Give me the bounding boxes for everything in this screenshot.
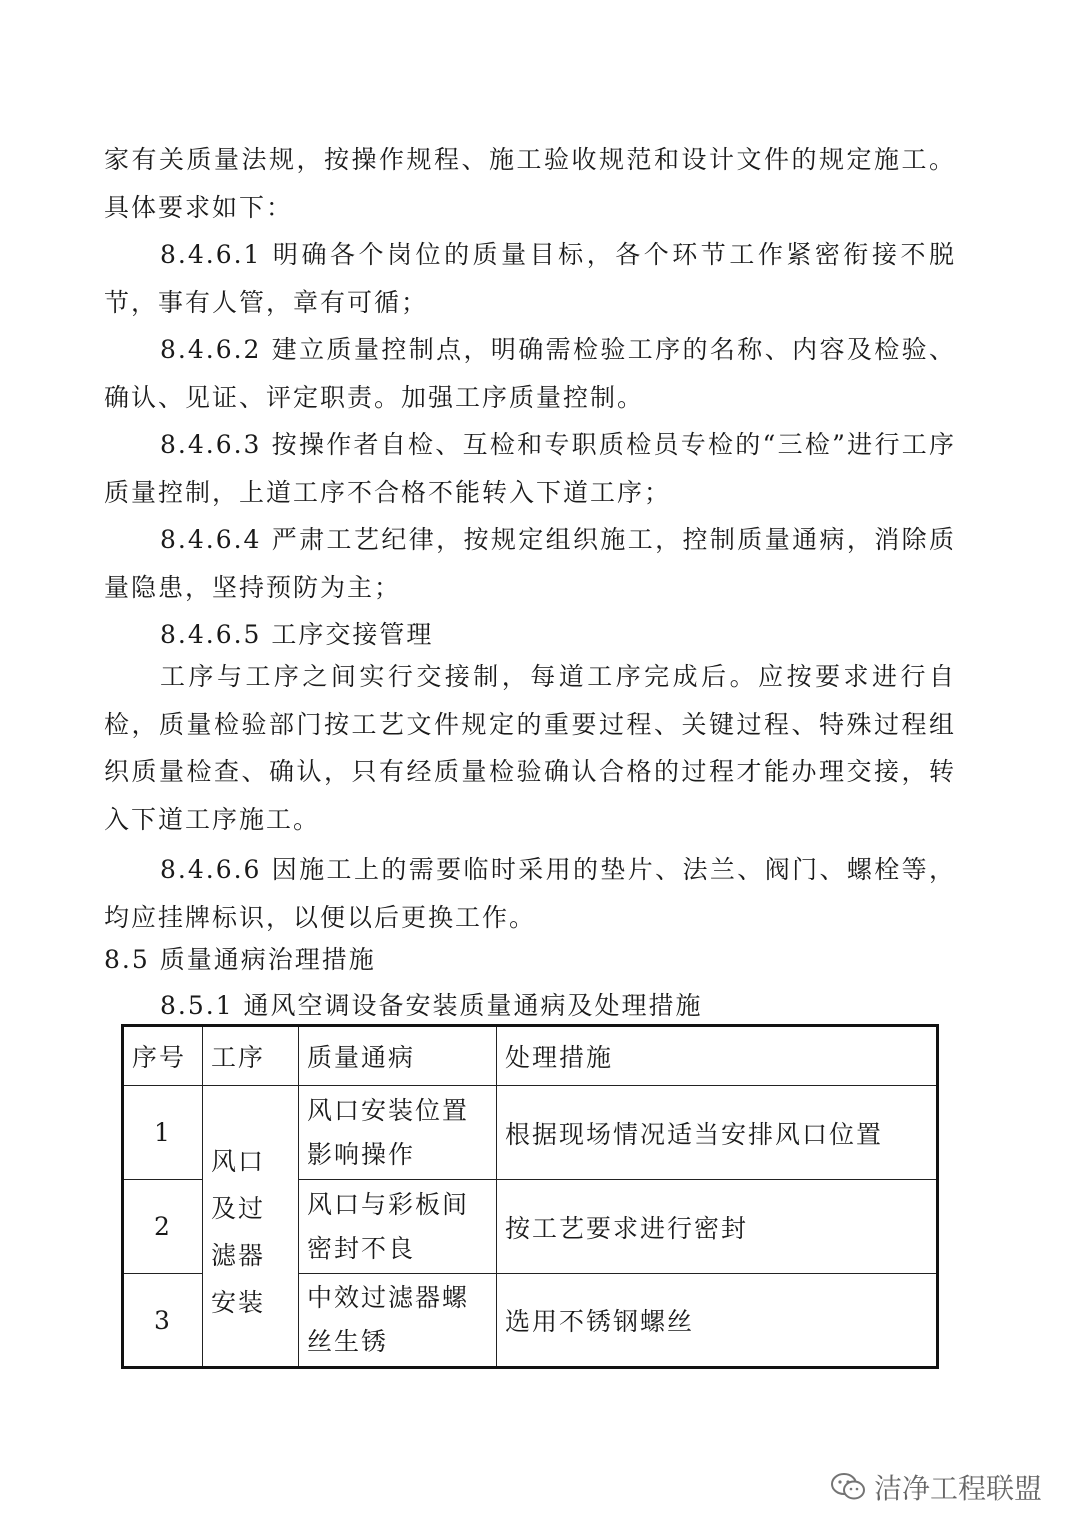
header-measure: 处理措施: [497, 1026, 938, 1086]
watermark: [830, 1467, 1042, 1507]
section-heading: 8.5 质量通病治理措施: [104, 945, 376, 974]
row-no: 2: [123, 1180, 203, 1274]
watermark-text: 洁净工程联盟: [873, 1472, 1042, 1505]
row-measure: 选用不锈钢螺丝: [497, 1274, 938, 1368]
paragraph-handover: 工序与工序之间实行交接制，每道工序完成后。应按要求进行自检，质量检验部门按工艺文件规定的重要过程、关键过程、特殊过程组织质量检查、确认，只有经质量检验确认合格的过程才能办理交接，转入下道工序施工。: [104, 662, 956, 834]
paragraph-8-4-6-1: 8.4.6.1 明确各个岗位的质量目标，各个环节工作紧密衔接不脱节，事有人管，章有可循；: [104, 240, 956, 317]
paragraph-8-4-6-3: 8.4.6.3 按操作者自检、互检和专职质检员专检的“三检”进行工序质量控制，上道工序不合格不能转入下道工序；: [104, 430, 956, 507]
table-header-row: [123, 1026, 938, 1086]
row-no: 3: [123, 1274, 203, 1368]
header-issue: 质量通病: [299, 1026, 497, 1086]
wechat-icon: [830, 1472, 866, 1502]
row-issue: 风口与彩板间密封不良: [299, 1180, 497, 1274]
paragraph-8-4-6-5: 8.4.6.5 工序交接管理: [160, 620, 434, 649]
row-issue: 风口安装位置影响操作: [299, 1086, 497, 1180]
table-caption: 8.5.1 通风空调设备安装质量通病及处理措施: [160, 991, 703, 1020]
row-issue: 中效过滤器螺丝生锈: [299, 1274, 497, 1368]
row-measure: 根据现场情况适当安排风口位置: [497, 1086, 938, 1180]
paragraph-intro: 家有关质量法规，按操作规程、施工验收规范和设计文件的规定施工。具体要求如下：: [104, 145, 956, 222]
paragraph-8-4-6-6: 8.4.6.6 因施工上的需要临时采用的垫片、法兰、阀门、螺栓等，均应挂牌标识，以便以后更换工作。: [104, 855, 956, 932]
quality-defects-table: [121, 1024, 939, 1369]
row-measure: 按工艺要求进行密封: [497, 1180, 938, 1274]
paragraph-8-4-6-2: 8.4.6.2 建立质量控制点，明确需检验工序的名称、内容及检验、确认、见证、评定职责。加强工序质量控制。: [104, 335, 956, 412]
header-step: 工序: [203, 1026, 299, 1086]
header-no: 序号: [123, 1026, 203, 1086]
table-row: [123, 1086, 938, 1180]
step-cell: 风口及过滤器安装: [203, 1086, 299, 1368]
row-no: 1: [123, 1086, 203, 1180]
paragraph-8-4-6-4: 8.4.6.4 严肃工艺纪律，按规定组织施工，控制质量通病，消除质量隐患，坚持预防为主；: [104, 525, 956, 602]
